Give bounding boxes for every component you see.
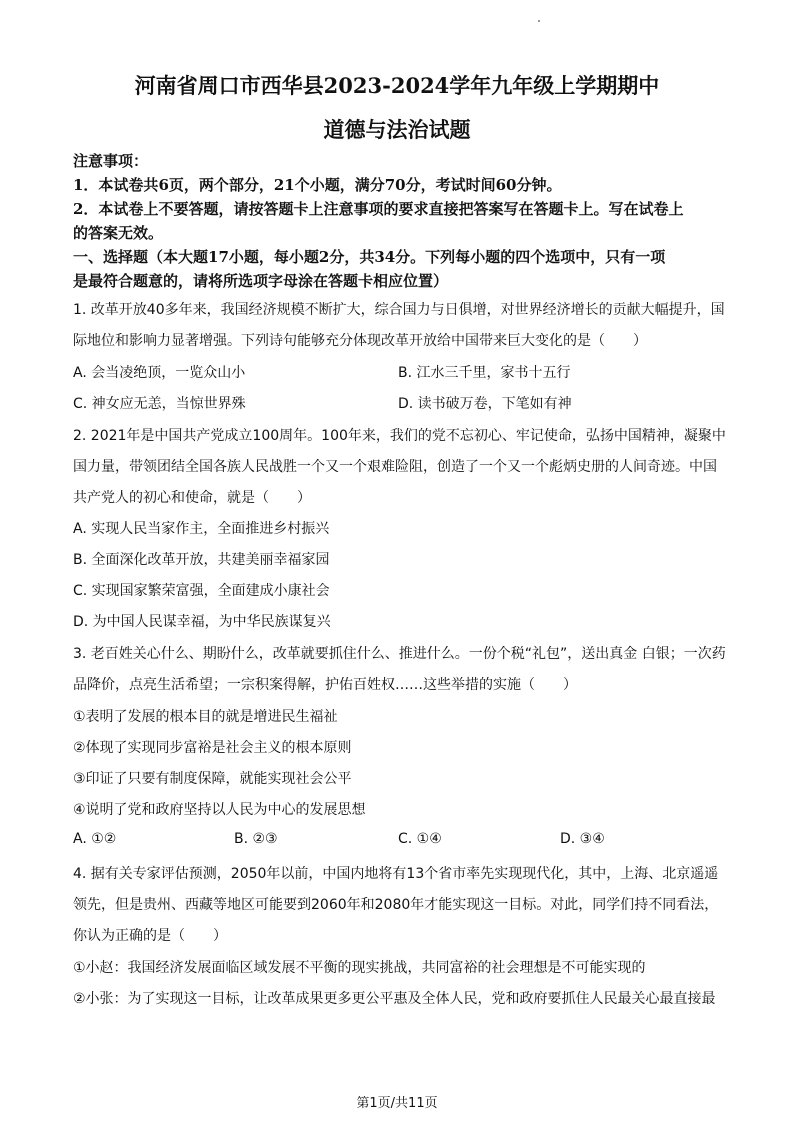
- exam-subtitle: 道德与法治试题: [323, 117, 471, 142]
- page-footer: 第1页/共11页: [356, 1096, 438, 1111]
- q3-statement-4: ④说明了党和政府坚持以人民为中心的发展思想: [73, 802, 366, 818]
- q2-option-c: C. 实现国家繁荣富强，全面建成小康社会: [73, 583, 330, 599]
- notice-item-2-line-1: 2．本试卷上不要答题，请按答题卡上注意事项的要求直接把答案写在答题卡上。写在试卷上: [73, 200, 684, 218]
- q2-stem-line-2: 国力量，带领团结全国各族人民战胜一个又一个艰难险阻，创造了一个又一个彪炳史册的人间奇迹。中国: [73, 459, 717, 475]
- q4-stem-line-2: 领先，但是贵州、西藏等地区可能要到2060年和2080年才能实现这一目标。对此，同学们持不同看法，: [73, 897, 719, 913]
- q2-option-b: B. 全面深化改革开放，共建美丽幸福家园: [73, 552, 330, 568]
- q4-stem-line-3: 你认为正确的是（ ）: [73, 928, 227, 944]
- q3-option-b: B. ②③: [234, 831, 278, 847]
- q3-option-a: A. ①②: [73, 831, 117, 847]
- q1-stem-line-2: 际地位和影响力显著增强。下列诗句能够充分体现改革开放给中国带来巨大变化的是（ ）: [73, 333, 647, 349]
- q1-option-d: D. 读书破万卷，下笔如有神: [398, 396, 572, 412]
- q2-stem-line-3: 共产党人的初心和使命，就是（ ）: [73, 490, 311, 506]
- notice-item-2-line-2: 的答案无效。: [73, 224, 164, 242]
- q3-option-c: C. ①④: [398, 831, 442, 847]
- q3-statement-2: ②体现了实现同步富裕是社会主义的根本原则: [73, 740, 352, 756]
- q2-option-d: D. 为中国人民谋幸福，为中华民族谋复兴: [73, 614, 331, 630]
- notice-heading: 注意事项：: [73, 152, 149, 170]
- q2-option-a: A. 实现人民当家作主，全面推进乡村振兴: [73, 521, 330, 537]
- q3-statement-1: ①表明了发展的根本目的就是增进民生福祉: [73, 709, 338, 725]
- q1-option-c: C. 神女应无恙，当惊世界殊: [73, 396, 246, 412]
- q4-statement-1: ①小赵：我国经济发展面临区域发展不平衡的现实挑战，共同富裕的社会理想是不可能实现的: [73, 960, 646, 976]
- exam-title: 河南省周口市西华县2023-2024学年九年级上学期期中: [134, 73, 660, 98]
- notice-item-1: 1．本试卷共6页，两个部分，21个小题，满分70分，考试时间60分钟。: [73, 176, 562, 194]
- scan-speck: [538, 20, 540, 22]
- q3-stem-line-2: 品降价，点亮生活希望；一宗积案得解，护佑百姓权……这些举措的实施（ ）: [73, 677, 577, 693]
- q3-statement-3: ③印证了只要有制度保障，就能实现社会公平: [73, 771, 352, 787]
- q3-stem-line-1: 3. 老百姓关心什么、期盼什么，改革就要抓住什么、推进什么。一份个税“礼包”，送出真金 白银；一次药: [73, 646, 726, 662]
- q4-statement-2: ②小张：为了实现这一目标，让改革成果更多更公平惠及全体人民，党和政府要抓住人民最关心最直接最: [73, 991, 716, 1007]
- q1-option-b: B. 江水三千里，家书十五行: [398, 365, 571, 381]
- q2-stem-line-1: 2. 2021年是中国共产党成立100周年。100年来，我们的党不忘初心、牢记使命，弘扬中国精神，凝聚中: [73, 428, 726, 444]
- q1-option-a: A. 会当凌绝顶，一览众山小: [73, 365, 246, 381]
- q3-option-d: D. ③④: [560, 831, 605, 847]
- q1-stem-line-1: 1. 改革开放40多年来，我国经济规模不断扩大，综合国力与日俱增，对世界经济增长的贡献大幅提升，国: [73, 302, 725, 318]
- section-heading-line-2: 是最符合题意的，请将所选项字母涂在答题卡相应位置）: [73, 272, 449, 290]
- section-heading-line-1: 一、选择题（本大题17小题，每小题2分，共34分。下列每小题的四个选项中，只有一项: [73, 248, 666, 266]
- q4-stem-line-1: 4. 据有关专家评估预测，2050年以前，中国内地将有13个省市率先实现现代化，其中，上海、北京遥遥: [73, 866, 719, 882]
